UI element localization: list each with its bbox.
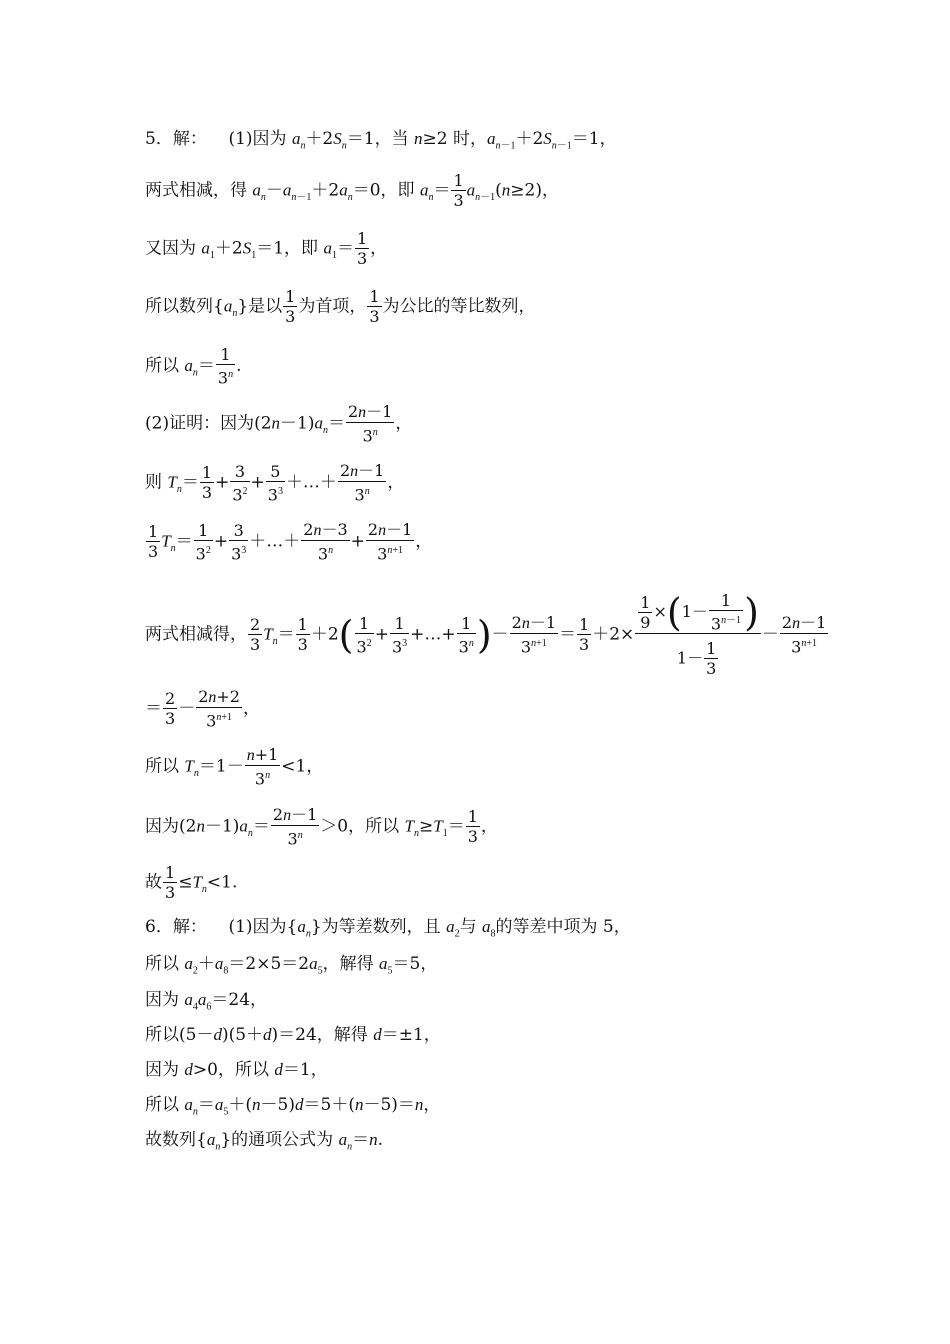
p5-line-9: 两式相减得， $\frac{2}{3}$ $T_n=$ $\frac{1}{3}$ ＋2( $\frac{1}{3^2}$ + $\frac{1}{3^3}$ +…+ $\frac{1}{3^n}$ )－ $\frac{2n-1}{3^{n+1}}$ ＝ $\frac{1}{3}$ ＋2× $\frac{1}{9}$ ×(1－ $\frac{1}{3^{n-1}}$ ) 1－ $\frac{1}{3}$ － $\frac{2n-1}{3^{n+1}}$ [145,590,827,679]
p6-line-6: 所以 $a_n=a_5+(n-5)d=5+(n-5)=n$， [145,1095,441,1118]
p5-line-3: 又因为 $a_1+2S_1=1$，即 $a_1=$ $\frac{1}{3}$ ， [145,229,388,268]
p6-line-1: 6．解： (1)因为$\{a_n\}$为等差数列，且 $a_2$与 $a_8$的等差中项为 5， [145,917,631,940]
p5-line-2: 两式相减，得 $a_n-a_{n-1}+2a_n=0$，即 $a_n=$ $\frac{1}{3}$ $a_{n-1}(n\ge 2)$， [145,171,559,210]
p5-line-13: 故 $\frac{1}{3}$ $\le T_n<1$. [145,863,238,902]
p5-line-12: 因为$(2n-1)a_n=$ $\frac{2n-1}{3^n}$ ＞0，所以 $T_n\ge T_1=$ $\frac{1}{3}$ ， [145,805,498,849]
p5-line-1: 5．解： (1)因为 $a_n+2S_n=1$，当 n≥2 时，$a_{n-1}+2S_{n-1}=1$， [145,129,617,152]
p6-line-4: 所以(5－d)(5＋d)＝24，解得 d＝±1， [145,1025,441,1045]
p5-line-7: 则 $T_n=$ $\frac{1}{3}$ + $\frac{3}{3^2}$ + $\frac{5}{3^3}$ ＋…＋ $\frac{2n-1}{3^n}$ ， [145,461,405,505]
p5-line-6: (2)证明：因为$(2n-1)a_n=$ $\frac{2n-1}{3^n}$ ， [145,402,413,446]
p6-line-2: 所以 $a_2+a_8=2\times 5=2a_5$，解得 $a_5=5$， [145,954,438,977]
p5-line-5: 所以 $a_n=$ $\frac{1}{3^n}$ . [145,345,242,388]
p6-line-5: 因为 d>0，所以 d＝1， [145,1060,328,1080]
p5-line-10: ＝ $\frac{2}{3}$ － $\frac{2n+2}{3^{n+1}}$ ， [145,687,260,731]
p5-line-8: $\frac{1}{3}$ $T_n=$ $\frac{1}{3^2}$ + $\frac{3}{3^3}$ ＋…＋ $\frac{2n-3}{3^n}$ + $\frac{2n-1}{3^{n+1}}$ ， [148,520,433,564]
p5-line-4: 所以数列$\{a_n\}$是以 $\frac{1}{3}$ 为首项， $\frac{1}{3}$ 为公比的等比数列， [145,287,536,326]
p6-line-3: 因为 $a_4a_6=24$， [145,990,268,1013]
p5-line-11: 所以 $T_n=1-$ $\frac{n+1}{3^n}$ <1， [145,745,324,789]
p6-label: 6．解： [145,917,207,937]
p5-label: 5．解： [145,129,207,149]
p6-line-7: 故数列$\{a_n\}$的通项公式为 $a_n=n$. [145,1130,383,1153]
